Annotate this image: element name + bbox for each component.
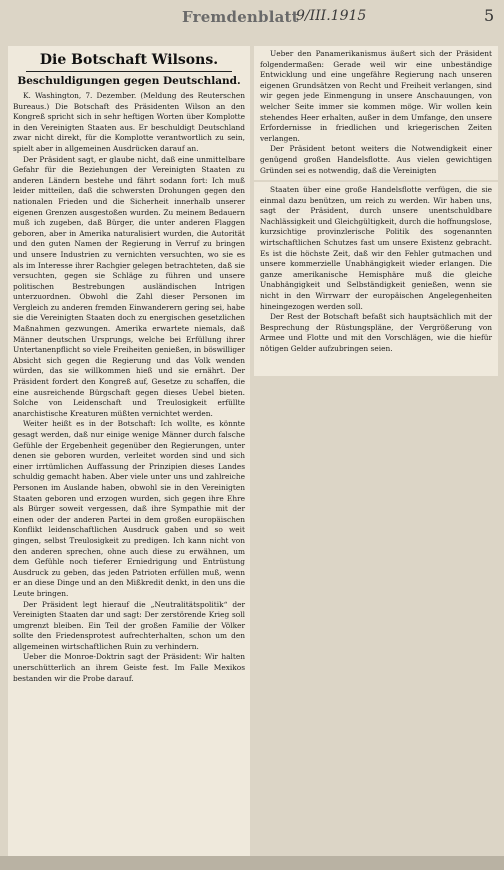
title-divider [26, 71, 232, 72]
page-number: 5 [484, 6, 495, 25]
article-body-right-top [254, 46, 498, 179]
paragraph: Der Präsident legt hierauf die „Neutralitätspolitik“ der Vereinigten Staaten dar und sagt: Der zerstörende Krieg soll umgrenzt bleiben. Ein Teil der großen Familie der Völker sollte den Friedensprotest aufrechterhalten, schon um den allgemeinen wirtschaftlichen Ruin zu verhindern. [13, 599, 245, 651]
paragraph: Der Rest der Botschaft befaßt sich hauptsächlich mit der Besprechung der Rüstungspläne, der Vergrößerung von Armee und Flotte und mit den Vorschlägen, wie die hiefür nötigen Gelder aufzubringen seien. [260, 312, 492, 353]
paragraph: K. Washington, 7. Dezember. (Meldung des Reuterschen Bureaus.) Die Botschaft des Präsidenten Wilson an den Kongreß spricht sich in sehr heftigen Worten über Komplotte in den Vereinigten Staaten aus. Er beschuldigt Deutschland zwar nicht direkt, für die Komplotte verantwortlich zu sein, spielt aber in allgemeinen Ausdrücken darauf an. [13, 91, 245, 153]
paragraph: Ueber die Monroe-Doktrin sagt der Präsident: Wir halten unerschütterlich an ihrem Geiste fest. Im Falle Mexikos bestanden wir die Probe darauf. [13, 652, 245, 683]
scan-edge [0, 856, 504, 870]
paragraph: Staaten über eine große Handelsflotte verfügen, die sie einmal dazu benützen, um reich zu werden. Wir haben uns, sagt der Präsident, durch unsere unentschuldbare Nachlässigkeit und Gleichgültigkeit, durch die hoffnungslose, kurzsichtige provinzlerische Politik des sogenannten wirtschaftlichen Schutzes fast um unsere Existenz gebracht. Es ist die höchste Zeit, daß wir den Fehler gutmachen und unsere kommerzielle Unabhängigkeit wieder erlangen. Die ganze amerikanische Hemisphäre muß die gleiche Unabhängigkeit und Selbständigkeit genießen, wenn sie nicht in den Wirrwarr der europäischen Angelegenheiten hineingezogen werden soll. [260, 185, 492, 311]
paragraph: Der Präsident betont weiters die Notwendigkeit einer genügend großen Handelsflotte. Aus vielen gewichtigen Gründen sei es notwendig, daß die Vereinigten [260, 144, 492, 175]
article-clipping-right-bottom [254, 182, 498, 376]
article-subtitle: Beschuldigungen gegen Deutschland. [17, 75, 241, 87]
article-clipping-right-top [254, 46, 498, 180]
paragraph: Der Präsident sagt, er glaube nicht, daß eine unmittelbare Gefahr für die Beziehungen der Vereinigten Staaten zu anderen Ländern bestehe und fährt sodann fort: Ich muß leider mitteilen, daß die schwersten Drohungen gegen den nationalen Frieden und die Sicherheit innerhalb unserer eigenen Grenzen ausgestoßen wurden. Zu meinem Bedauern muß ich zugeben, daß Bürger, die unter anderen Flaggen geboren, aber in Amerika naturalisiert wurden, die Autorität und den guten Namen der Regierung in Verruf zu bringen und unsere Industrien zu vernichten versuchten, wo sie es als im Interesse ihrer Rachgier gelegen betrachteten, daß sie versuchten, gegen sie Schläge zu führen und unsere politischen Bestrebungen ausländischen Intrigen unterzuordnen. Obwohl die Zahl dieser Personen im Vergleich zu anderen fremden Einwanderern gering sei, habe sie die Vereinigten Staaten doch zu energischen gesetzlichen Maßnahmen gezwungen. Amerika erwartete niemals, daß Männer deutschen Ursprungs, welche bei Erfüllung ihrer Untertanenpflicht so viele Freiheiten genießen, in böswilliger Absicht sich gegen die Regierung und das Volk wenden würden, das sie willkommen hieß und sie ernährt. Der Präsident fordert den Kongreß auf, Gesetze zu schaffen, die eine ausreichende Bürgschaft gegen dieses Uebel bieten. Solche von Leidenschaft und Treulosigkeit erfüllte anarchistische Kreaturen müßten vernichtet werden. [13, 154, 245, 418]
newspaper-masthead: Fremdenblatt [182, 8, 299, 26]
article-body-right-bottom [254, 182, 498, 358]
article-title: Die Botschaft Wilsons. [39, 52, 219, 68]
paragraph: Weiter heißt es in der Botschaft: Ich wollte, es könnte gesagt werden, daß nur einige wenige Männer durch falsche Gefühle der Ergebenheit gegenüber den Regierungen, unter denen sie geboren wurden, verleitet worden sind und sich einer irrtümlichen Auffassung der Prinzipien dieses Landes schuldig gemacht haben. Aber viele unter uns und zahlreiche Personen im Auslande haben, obwohl sie in den Vereinigten Staaten geboren und erzogen wurden, sich gegen ihre Ehre als Bürger soweit vergessen, daß ihre Sympathie mit der einen oder der anderen Partei in dem großen europäischen Konflikt leidenschaftlichen Ausdruck gaben und so weit gingen, selbst Treulosigkeit zu predigen. Ich kann nicht von den anderen sprechen, ohne auch diese zu erwähnen, um dem Gefühle noch tieferer Erniedrigung und Entrüstung Ausdruck zu geben, das jeden Patrioten erfüllen muß, wenn er an diese Dinge und an den Mißkredit denkt, in den uns die Leute bringen. [13, 419, 245, 598]
paragraph: Ueber den Panamerikanismus äußert sich der Präsident folgendermaßen: Gerade weil wir eine unbeständige Entwicklung und eine ungefähre Regierung nach unseren eigenen Grundsätzen von Recht und Freiheit verlangen, sind wir gegen jede Einmengung in unsere Anschauungen, von welcher Seite immer sie kommen möge. Wir wollen kein stehendes Heer erhalten, außer in dem Umfange, den unsere Erfordernisse in friedlichen und kriegerischen Zeiten verlangen. [260, 49, 492, 143]
article-clipping-left [8, 46, 250, 856]
article-body-left [8, 91, 250, 684]
handwritten-date: 9/III.1915 [296, 8, 367, 24]
